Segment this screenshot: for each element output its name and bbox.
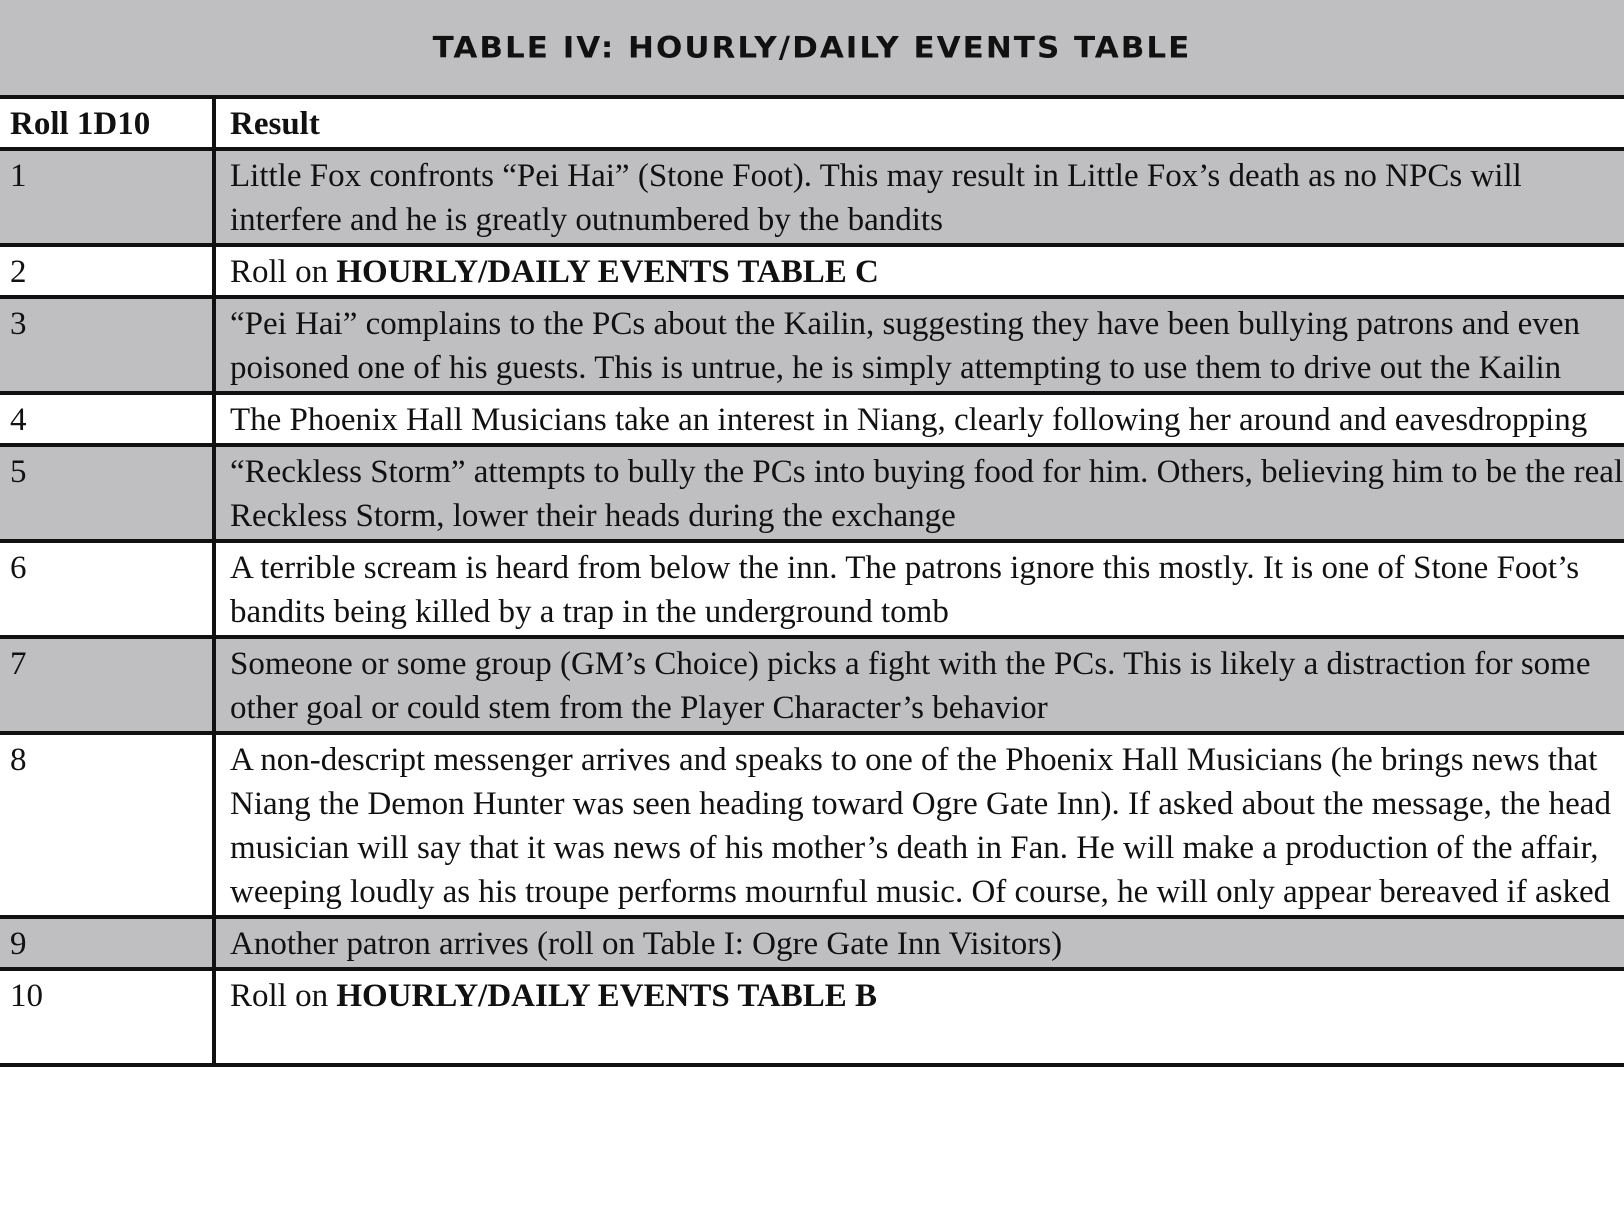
table-row — [0, 245, 1624, 297]
result-cell — [214, 245, 1624, 297]
header-result: Result — [214, 97, 1624, 149]
events-table-container — [0, 95, 1624, 1209]
roll-cell: 10 — [0, 969, 214, 1065]
result-cell — [214, 297, 1624, 393]
result-text: “Pei Hai” complains to the PCs about the Kailin, suggesting they have been bullying patrons and even poisoned one of his guests. This is untrue, he is simply attempting to use them to drive out the Kailin — [230, 306, 1580, 386]
roll-cell: 7 — [0, 637, 214, 733]
result-cell — [214, 393, 1624, 445]
roll-cell: 4 — [0, 393, 214, 445]
result-cell — [214, 969, 1624, 1065]
table-row — [0, 917, 1624, 969]
table-row — [0, 969, 1624, 1065]
result-text: A non-descript messenger arrives and speaks to one of the Phoenix Hall Musicians (he brings news that Niang the Demon Hunter was seen heading toward Ogre Gate Inn). If asked about the message, the head musician will say that it was news of his mother’s death in Fan. He will make a production of the affair, weeping loudly as his troupe performs mournful music. Of course, he will only appear bereaved if asked — [230, 742, 1611, 910]
roll-cell: 1 — [0, 149, 214, 245]
roll-cell: 9 — [0, 917, 214, 969]
roll-cell: 6 — [0, 541, 214, 637]
result-cell — [214, 149, 1624, 245]
header-roll: Roll 1D10 — [0, 97, 214, 149]
roll-cell: 2 — [0, 245, 214, 297]
table-row — [0, 733, 1624, 917]
table-row — [0, 637, 1624, 733]
result-text: “Reckless Storm” attempts to bully the PCs into buying food for him. Others, believing him to be the real Reckless Storm, lower their heads during the exchange — [230, 454, 1624, 534]
roll-cell: 5 — [0, 445, 214, 541]
events-table — [0, 95, 1624, 1067]
result-text: The Phoenix Hall Musicians take an interest in Niang, clearly following her around and eavesdropping — [230, 402, 1588, 438]
roll-cell: 3 — [0, 297, 214, 393]
result-cell — [214, 445, 1624, 541]
table-reference: HOURLY/DAILY EVENTS TABLE B — [336, 978, 878, 1014]
table-row — [0, 541, 1624, 637]
result-text: Roll on — [230, 978, 337, 1014]
result-text: Another patron arrives (roll on Table I: Ogre Gate Inn Visitors) — [230, 926, 1063, 962]
result-cell — [214, 733, 1624, 917]
table-title-bar — [0, 0, 1624, 95]
table-row — [0, 297, 1624, 393]
table-row — [0, 149, 1624, 245]
table-row — [0, 445, 1624, 541]
result-cell — [214, 917, 1624, 969]
table-reference: HOURLY/DAILY EVENTS TABLE C — [336, 254, 879, 290]
table-header-row — [0, 97, 1624, 149]
result-cell — [214, 541, 1624, 637]
table-title: TABLE IV: HOURLY/DAILY EVENTS TABLE — [432, 30, 1192, 65]
result-text: Roll on — [230, 254, 337, 290]
result-cell — [214, 637, 1624, 733]
result-text: Little Fox confronts “Pei Hai” (Stone Foot). This may result in Little Fox’s death as no NPCs will interfere and he is greatly outnumbered by the bandits — [230, 158, 1522, 238]
result-text: A terrible scream is heard from below the inn. The patrons ignore this mostly. It is one of Stone Foot’s bandits being killed by a trap in the underground tomb — [230, 550, 1580, 630]
result-text: Someone or some group (GM’s Choice) picks a fight with the PCs. This is likely a distraction for some other goal or could stem from the Player Character’s behavior — [230, 646, 1591, 726]
table-row — [0, 393, 1624, 445]
roll-cell: 8 — [0, 733, 214, 917]
